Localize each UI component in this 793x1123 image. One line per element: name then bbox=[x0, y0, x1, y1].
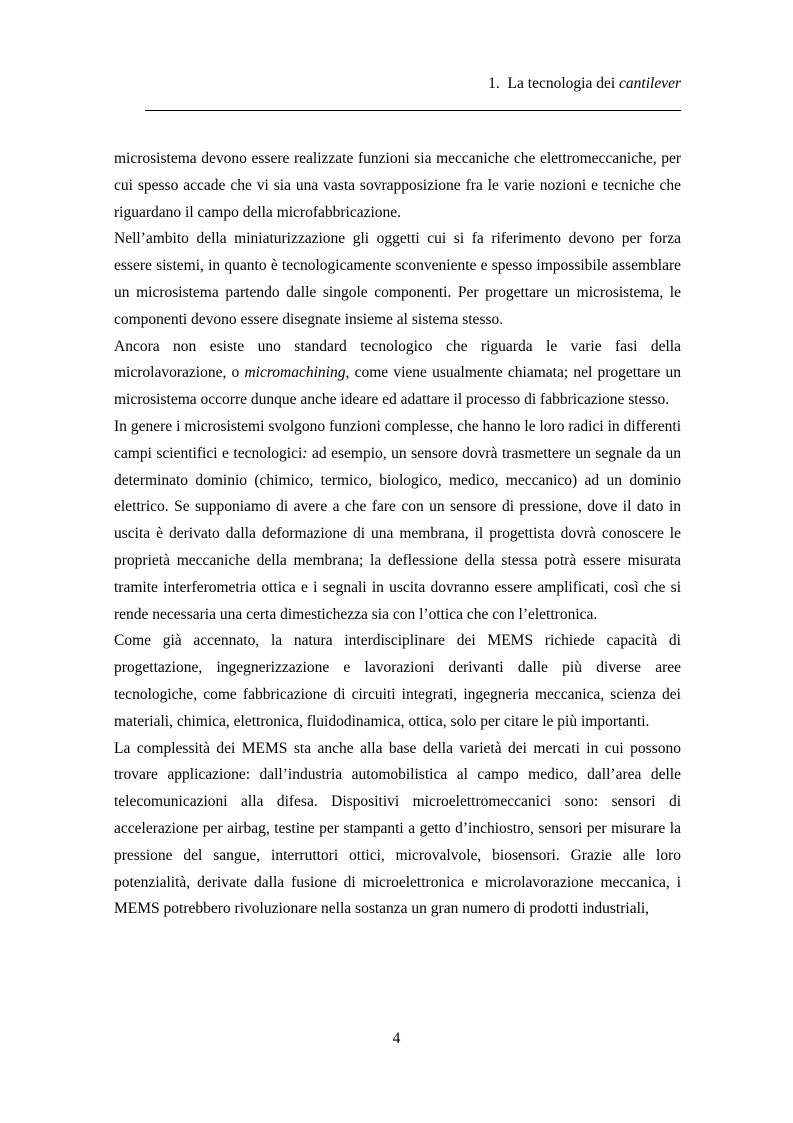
page-number: 4 bbox=[392, 1030, 401, 1047]
paragraph bbox=[114, 334, 681, 414]
chapter-title-prefix: La tecnologia dei bbox=[507, 75, 620, 92]
italic-text: micromachining bbox=[244, 364, 346, 382]
paragraph bbox=[114, 414, 681, 628]
text-run: , come viene usualmente chiamata; nel progettare un microsistema occorre dunque anche ideare ed adattare il processo di fabbricazione stesso. bbox=[114, 364, 681, 409]
paragraph bbox=[114, 628, 681, 735]
chapter-number: 1. bbox=[488, 75, 500, 92]
text-run: Ancora non esiste uno standard tecnologico che riguarda le varie fasi della microlavorazione, o bbox=[114, 337, 681, 382]
text-run: La complessità dei MEMS sta anche alla base della varietà dei mercati in cui possono trovare applicazione: dall’industria automobilistica al campo medico, dall’area delle telecomunicazioni alla difesa. Dispositivi microelettromeccanici sono: sensori di accelerazione per airbag, testine per stampanti a getto d’inchiostro, sensori per misurare la pressione del sangue, interruttori ottici, microvalvole, biosensori. Grazie alle loro potenzialità, derivate dalla fusione di microelettronica e microlavorazione meccanica, i MEMS potrebbero rivoluzionare nella sostanza un gran numero di prodotti industriali, bbox=[114, 739, 681, 918]
text-run: ad esempio, un sensore dovrà trasmettere un segnale da un determinato dominio (chimico, termico, biologico, medico, meccanico) ad un dominio elettrico. Se supponiamo di avere a che fare con un sensore di pressione, dove il dato in uscita è derivato dalla deformazione di una membrana, il progettista dovrà conoscere le proprietà meccaniche della membrana; la deflessione della stessa potrà essere misurata tramite interferometria ottica e i segnali in uscita dovranno essere amplificati, così che si rende necessaria una certa dimestichezza sia con l’ottica che con l’elettronica. bbox=[114, 444, 681, 623]
text-run: Come già accennato, la natura interdisciplinare dei MEMS richiede capacità di progettazione, ingegnerizzazione e lavorazioni derivanti dalle più diverse aree tecnologiche, come fabbricazione di circuiti integrati, ingegneria meccanica, scienza dei materiali, chimica, elettronica, fluidodinamica, ottica, solo per citare le più importanti. bbox=[114, 632, 681, 730]
paragraph bbox=[114, 736, 681, 924]
text-run: Nell’ambito della miniaturizzazione gli oggetti cui si fa riferimento devono per forza essere sistemi, in quanto è tecnologicamente sconveniente e spesso impossibile assemblare un microsistema partendo dalle singole componenti. Per progettare un microsistema, le componenti devono essere disegnate insieme al sistema stesso. bbox=[114, 230, 681, 328]
italic-text: : bbox=[302, 444, 308, 462]
text-run: microsistema devono essere realizzate funzioni sia meccaniche che elettromeccaniche, per cui spesso accade che vi sia una vasta sovrapposizione fra le varie nozioni e tecniche che riguardano il campo della microfabbricazione. bbox=[114, 150, 681, 221]
running-header bbox=[145, 74, 681, 94]
paragraph bbox=[114, 226, 681, 333]
text-run: In genere i microsistemi svolgono funzioni complesse, che hanno le loro radici in differenti campi scientifici e tecnologici bbox=[114, 417, 681, 462]
paragraph bbox=[114, 146, 681, 226]
chapter-title-italic: cantilever bbox=[619, 75, 681, 92]
body-text bbox=[114, 146, 681, 923]
header-rule bbox=[145, 110, 681, 111]
